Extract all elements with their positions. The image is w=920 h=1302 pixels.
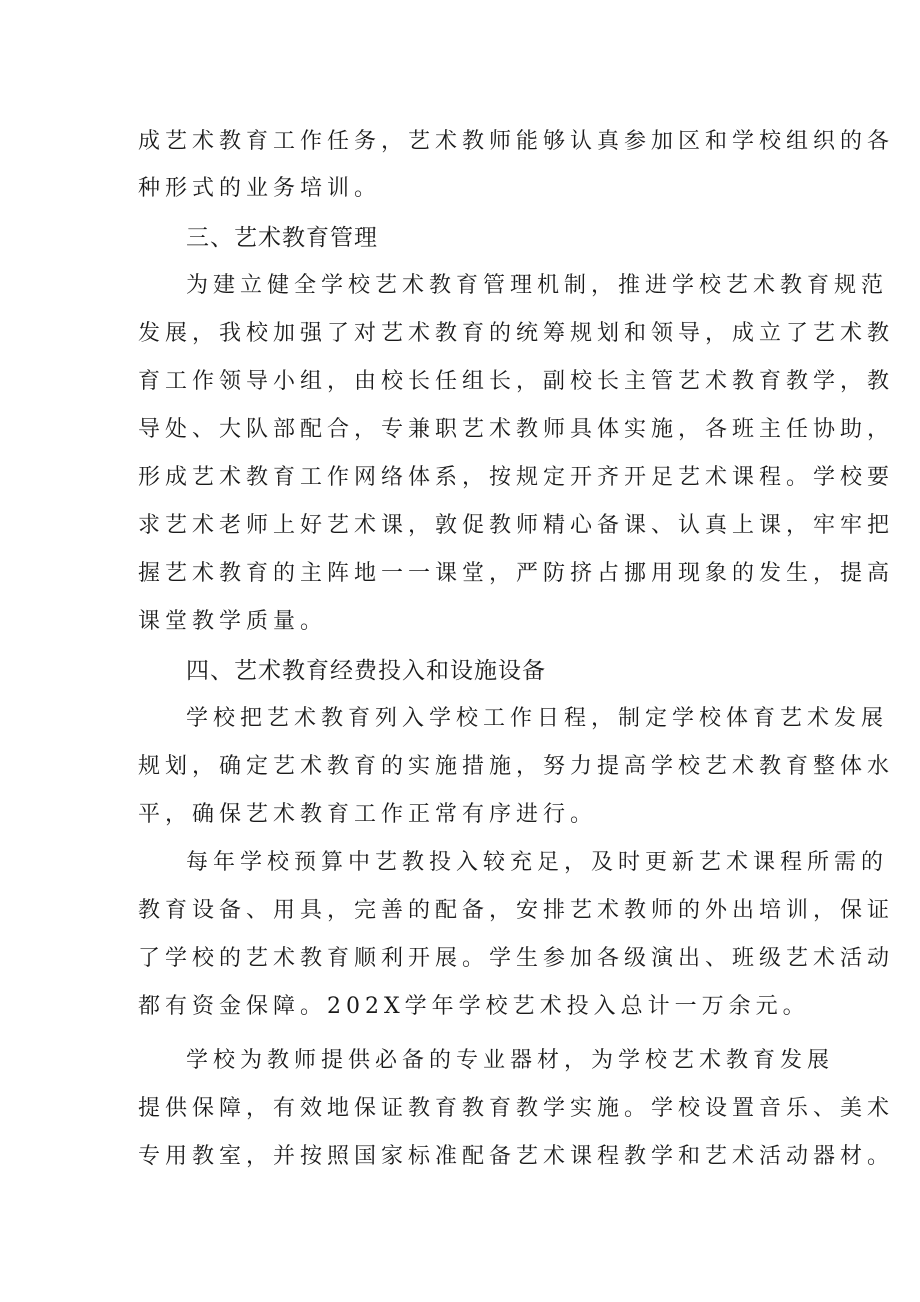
paragraph-line: 种形式的业务培训。 <box>138 176 382 201</box>
paragraph-line: 求艺术老师上好艺术课，敦促教师精心备课、认真上课，牢牢把 <box>138 513 895 538</box>
paragraph-line: 导处、大队部配合，专兼职艺术教师具体实施，各班主任协助， <box>138 417 895 442</box>
paragraph-line: 了学校的艺术教育顺利开展。学生参加各级演出、班级艺术活动 <box>138 946 895 971</box>
paragraph-line: 教育设备、用具，完善的配备，安排艺术教师的外出培训，保证 <box>138 898 895 923</box>
paragraph-line: 学校把艺术教育列入学校工作日程，制定学校体育艺术发展 <box>186 706 889 731</box>
paragraph-line: 学校为教师提供必备的专业器材，为学校艺术教育发展 <box>186 1048 835 1073</box>
section-heading-4: 四、艺术教育经费投入和设施设备 <box>186 658 546 684</box>
paragraph-line: 专用教室，并按照国家标准配备艺术课程教学和艺术活动器材。 <box>138 1144 895 1169</box>
paragraph-line: 都有资金保障。202X学年学校艺术投入总计一万余元。 <box>138 994 810 1019</box>
paragraph-line: 成艺术教育工作任务，艺术教师能够认真参加区和学校组织的各 <box>138 129 895 154</box>
paragraph-line: 每年学校预算中艺教投入较充足，及时更新艺术课程所需的 <box>186 850 889 875</box>
section-heading-3: 三、艺术教育管理 <box>186 225 378 251</box>
paragraph-line: 发展，我校加强了对艺术教育的统筹规划和领导，成立了艺术教 <box>138 321 895 346</box>
paragraph-line: 为建立健全学校艺术教育管理机制，推进学校艺术教育规范 <box>186 273 889 298</box>
paragraph-line: 握艺术教育的主阵地一一课堂，严防挤占挪用现象的发生，提高 <box>138 561 895 586</box>
paragraph-line: 提供保障，有效地保证教育教育教学实施。学校设置音乐、美术 <box>138 1096 895 1121</box>
paragraph-line: 平，确保艺术教育工作正常有序进行。 <box>138 802 598 827</box>
paragraph-line: 形成艺术教育工作网络体系，按规定开齐开足艺术课程。学校要 <box>138 465 895 490</box>
paragraph-line: 育工作领导小组，由校长任组长，副校长主管艺术教育教学，教 <box>138 369 895 394</box>
paragraph-line: 规划，确定艺术教育的实施措施，努力提高学校艺术教育整体水 <box>138 754 895 779</box>
paragraph-line: 课堂教学质量。 <box>138 609 328 634</box>
